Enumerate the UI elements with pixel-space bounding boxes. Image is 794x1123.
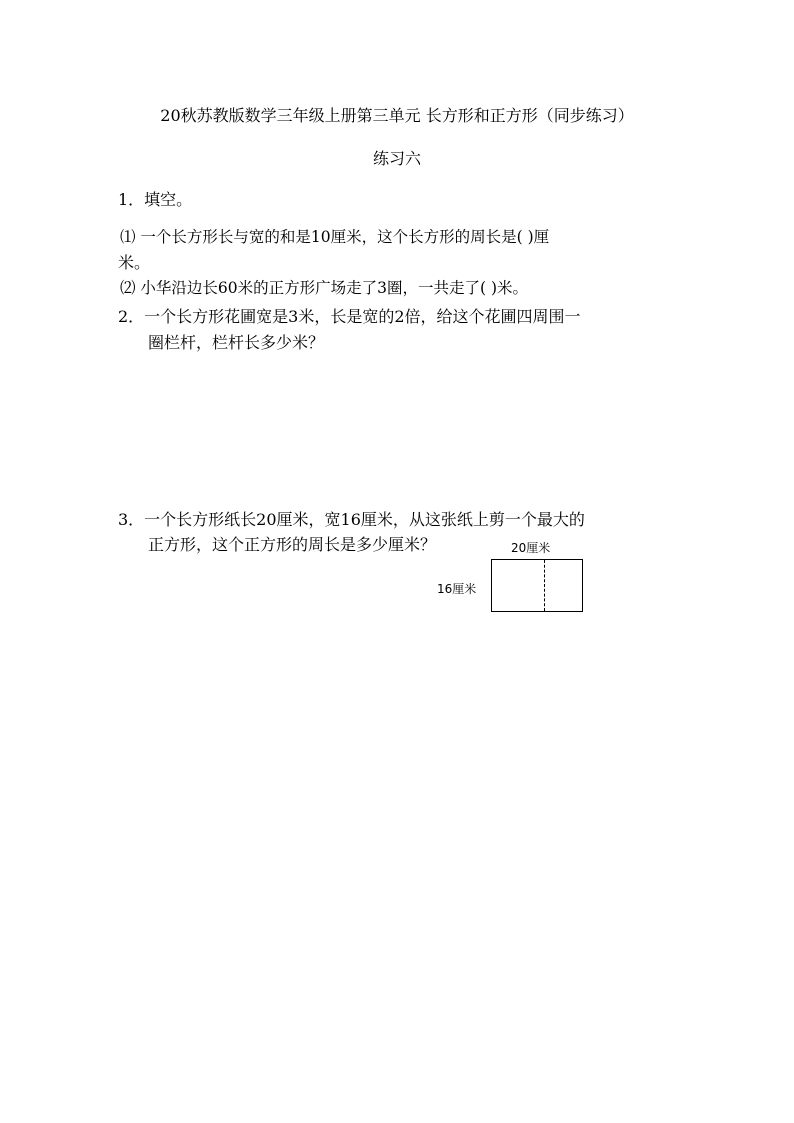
cut-line-dashed [544, 560, 545, 611]
question-1-item-2: ⑵ 小华沿边长60米的正方形广场走了3圈，一共走了( )米。 [120, 279, 529, 297]
diagram-width-label: 20厘米 [511, 541, 551, 555]
paper-rectangle-diagram [491, 559, 583, 612]
question-3-line-1: 3．一个长方形纸长20厘米，宽16厘米，从这张纸上剪一个最大的 [118, 510, 585, 529]
question-1-heading: 1．填空。 [118, 190, 193, 209]
question-1-item-1-line-2: 米。 [118, 253, 151, 272]
question-1-item-1-line-1: ⑴ 一个长方形长与宽的和是10厘米，这个长方形的周长是( )厘 [120, 228, 550, 246]
question-2-line-1: 2．一个长方形花圃宽是3米，长是宽的2倍，给这个花圃四周围一 [118, 307, 581, 326]
question-2-line-2: 圈栏杆，栏杆长多少米？ [148, 333, 325, 352]
document-title: 20秋苏教版数学三年级上册第三单元 长方形和正方形（同步练习） [160, 106, 634, 125]
exercise-subtitle: 练习六 [372, 149, 421, 168]
question-3-line-2: 正方形，这个正方形的周长是多少厘米？ [148, 535, 437, 554]
diagram-height-label: 16厘米 [437, 582, 477, 596]
